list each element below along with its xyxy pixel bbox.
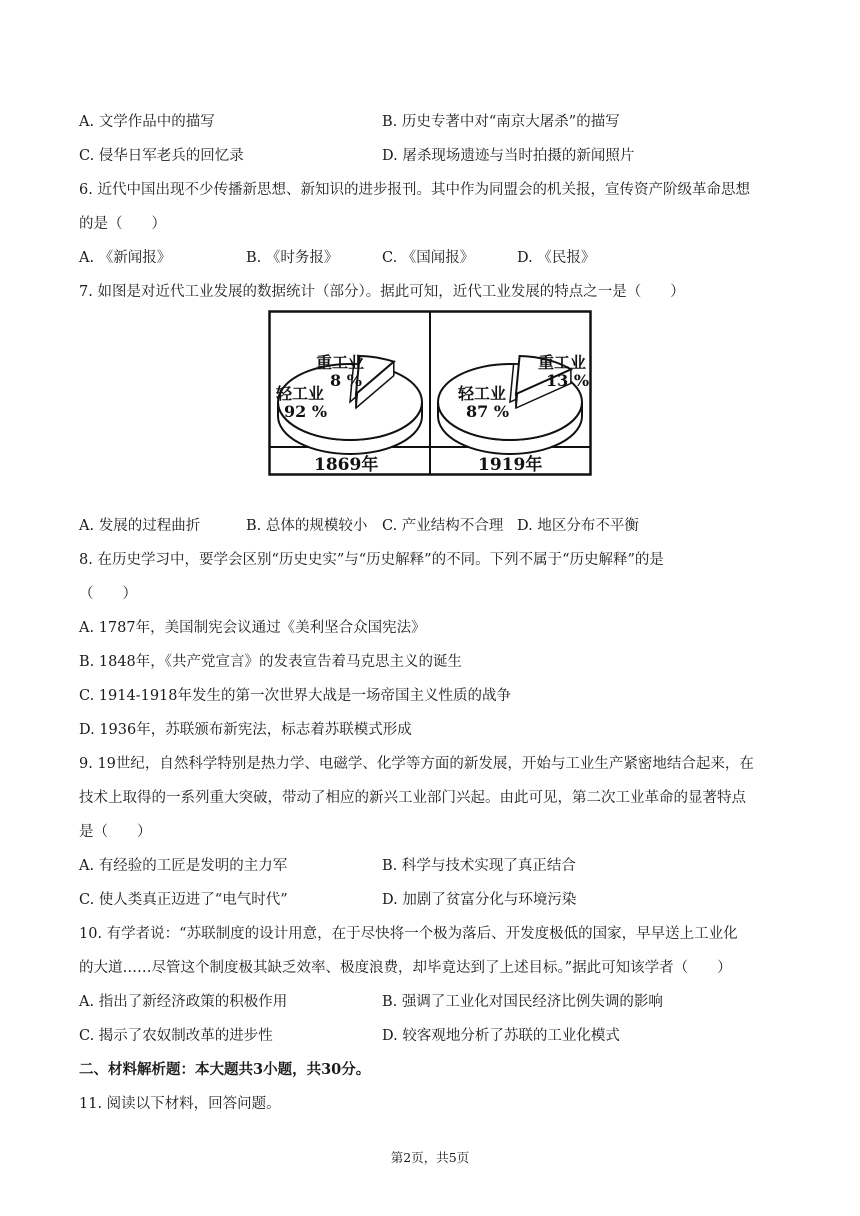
- q6-option-b: B. 《时务报》: [246, 250, 339, 266]
- section2-heading: 二、材料解析题：本大题共3小题，共30分。: [79, 1061, 371, 1078]
- q10-option-a: A. 指出了新经济政策的积极作用: [79, 994, 288, 1010]
- pie2-heavy-label: 重工业: [538, 353, 587, 372]
- q8-option-b: B. 1848年，《共产党宣言》的发表宣告着马克思主义的诞生: [79, 654, 463, 670]
- q6-stem-line2: 的是（ ）: [79, 216, 166, 232]
- q9-option-a: A. 有经验的工匠是发明的主力军: [79, 858, 288, 874]
- q6-option-c: C. 《国闻报》: [382, 250, 475, 266]
- q5-option-b: B. 历史专著中对“南京大屠杀”的描写: [382, 114, 620, 130]
- q8-option-d: D. 1936年，苏联颁布新宪法，标志着苏联模式形成: [79, 722, 412, 738]
- q8-option-c: C. 1914-1918年发生的第一次世界大战是一场帝国主义性质的战争: [79, 688, 511, 704]
- pie2-heavy-value: 13 %: [546, 371, 590, 390]
- page-footer: 第2页，共5页: [390, 1150, 470, 1165]
- q5-option-a: A. 文学作品中的描写: [79, 114, 215, 130]
- pie2-year-label: 1919年: [478, 455, 543, 475]
- q9-option-c: C. 使人类真正迈进了“电气时代”: [79, 892, 288, 908]
- q6-option-a: A. 《新闻报》: [79, 250, 172, 266]
- q5-option-c: C. 侵华日军老兵的回忆录: [79, 148, 244, 164]
- pie1-light-value: 92 %: [284, 402, 328, 421]
- q7-option-b: B. 总体的规模较小: [246, 518, 368, 534]
- q9-option-d: D. 加剧了贫富分化与环境污染: [382, 892, 577, 908]
- q6-option-d: D. 《民报》: [517, 250, 596, 266]
- q7-option-d: D. 地区分布不平衡: [517, 518, 639, 534]
- q11-stem: 11. 阅读以下材料，回答问题。: [79, 1096, 281, 1112]
- q6-stem-line1: 6. 近代中国出现不少传播新思想、新知识的进步报刊。其中作为同盟会的机关报，宣传资产阶级革命思想: [79, 182, 750, 198]
- q10-option-d: D. 较客观地分析了苏联的工业化模式: [382, 1028, 620, 1044]
- q10-option-b: B. 强调了工业化对国民经济比例失调的影响: [382, 994, 663, 1010]
- q5-option-d: D. 屠杀现场遗迹与当时拍摄的新闻照片: [382, 148, 635, 164]
- pie2-light-label: 轻工业: [458, 384, 507, 403]
- pie1-light-label: 轻工业: [276, 384, 325, 403]
- q9-option-b: B. 科学与技术实现了真正结合: [382, 858, 576, 874]
- q8-stem-line2: （ ）: [79, 586, 137, 602]
- industry-pie-figure: [268, 310, 592, 476]
- pie2-light-value: 87 %: [466, 402, 510, 421]
- q10-stem-line1: 10. 有学者说：“苏联制度的设计用意，在于尽快将一个极为落后、开发度极低的国家，早早送上工业化: [79, 926, 738, 942]
- q8-stem: 8. 在历史学习中，要学会区别“历史史实”与“历史解释”的不同。下列不属于“历史解释”的是: [79, 552, 664, 568]
- pie1-year-label: 1869年: [314, 455, 379, 475]
- q10-stem-line2: 的大道……尽管这个制度极其缺乏效率、极度浪费，却毕竟达到了上述目标。”据此可知该学者（ ）: [79, 960, 732, 976]
- q8-option-a: A. 1787年，美国制宪会议通过《美利坚合众国宪法》: [79, 620, 426, 636]
- q9-stem-line2: 技术上取得的一系列重大突破，带动了相应的新兴工业部门兴起。由此可见，第二次工业革命的显著特点: [79, 790, 746, 806]
- q7-option-c: C. 产业结构不合理: [382, 518, 504, 534]
- q10-option-c: C. 揭示了农奴制改革的进步性: [79, 1028, 273, 1044]
- pie1-heavy-label: 重工业: [316, 353, 365, 372]
- q9-stem-line1: 9. 19世纪，自然科学特别是热力学、电磁学、化学等方面的新发展，开始与工业生产紧密地结合起来，在: [79, 756, 754, 772]
- pie1-heavy-value: 8 %: [330, 371, 362, 390]
- q7-stem: 7. 如图是对近代工业发展的数据统计（部分）。据此可知，近代工业发展的特点之一是（ ）: [79, 284, 685, 300]
- q9-stem-line3: 是（ ）: [79, 824, 152, 840]
- q7-option-a: A. 发展的过程曲折: [79, 518, 201, 534]
